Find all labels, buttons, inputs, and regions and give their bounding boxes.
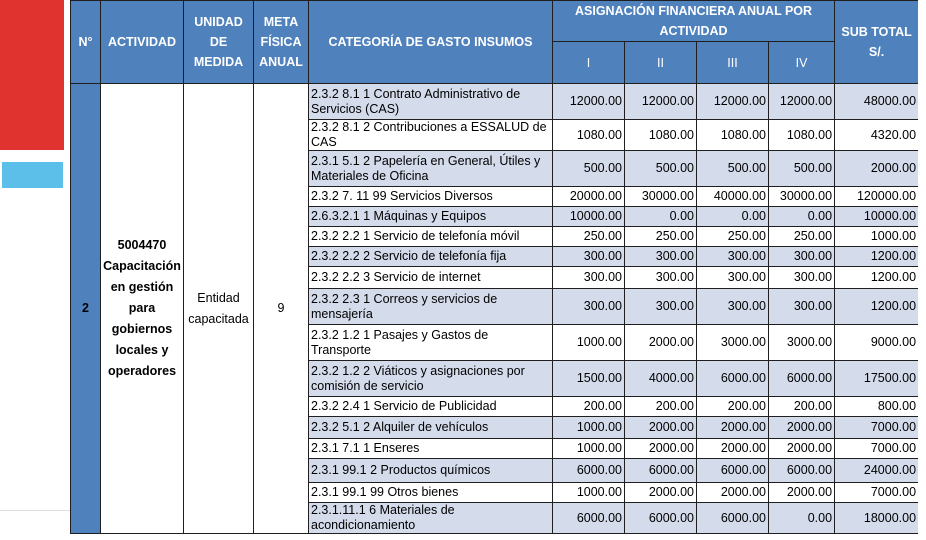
- quarter-1-cell: 1080.00: [553, 120, 625, 151]
- quarter-2-cell: 300.00: [625, 247, 697, 267]
- quarter-3-cell: 6000.00: [697, 459, 769, 483]
- blue-accent-bar: [2, 162, 63, 188]
- subtotal-cell: 1000.00: [835, 227, 918, 247]
- quarter-2-cell: 200.00: [625, 397, 697, 417]
- header-subtotal: SUB TOTAL S/.: [835, 1, 918, 84]
- quarter-1-cell: 300.00: [553, 247, 625, 267]
- subtotal-cell: 7000.00: [835, 483, 918, 503]
- quarter-4-cell: 200.00: [769, 397, 835, 417]
- activity-number: 2: [71, 84, 101, 534]
- quarter-1-cell: 300.00: [553, 289, 625, 325]
- header-actividad: ACTIVIDAD: [101, 1, 184, 84]
- table-header: [71, 1, 919, 84]
- quarter-4-cell: 0.00: [769, 503, 835, 534]
- subtotal-cell: 17500.00: [835, 361, 918, 397]
- expense-category: 2.3.1 99.1 99 Otros bienes: [309, 483, 553, 503]
- expense-category: 2.3.2 2.4 1 Servicio de Publicidad: [309, 397, 553, 417]
- header-unidad: UNIDAD DE MEDIDA: [184, 1, 254, 84]
- expense-category: 2.3.1 99.1 2 Productos químicos: [309, 459, 553, 483]
- quarter-4-cell: 500.00: [769, 151, 835, 187]
- quarter-1-cell: 12000.00: [553, 84, 625, 120]
- header-asignacion: ASIGNACIÓN FINANCIERA ANUAL POR ACTIVIDAD: [553, 1, 835, 42]
- expense-category: 2.3.2 2.2 3 Servicio de internet: [309, 267, 553, 289]
- quarter-3-cell: 2000.00: [697, 417, 769, 439]
- quarter-2-cell: 500.00: [625, 151, 697, 187]
- quarter-1-cell: 300.00: [553, 267, 625, 289]
- expense-category: 2.3.2 1.2 1 Pasajes y Gastos de Transporte: [309, 325, 553, 361]
- quarter-3-cell: 0.00: [697, 207, 769, 227]
- quarter-3-cell: 300.00: [697, 289, 769, 325]
- quarter-4-cell: 2000.00: [769, 439, 835, 459]
- header-n: N°: [71, 1, 101, 84]
- quarter-1-cell: 200.00: [553, 397, 625, 417]
- quarter-2-cell: 4000.00: [625, 361, 697, 397]
- expense-category: 2.3.2 5.1 2 Alquiler de vehículos: [309, 417, 553, 439]
- subtotal-cell: 18000.00: [835, 503, 918, 534]
- quarter-3-cell: 40000.00: [697, 187, 769, 207]
- subtotal-cell: 7000.00: [835, 439, 918, 459]
- quarter-2-cell: 250.00: [625, 227, 697, 247]
- quarter-2-cell: 2000.00: [625, 483, 697, 503]
- subtotal-cell: 1200.00: [835, 247, 918, 267]
- quarter-4-cell: 2000.00: [769, 417, 835, 439]
- quarter-4-cell: 250.00: [769, 227, 835, 247]
- quarter-1-cell: 1000.00: [553, 483, 625, 503]
- subtotal-cell: 24000.00: [835, 459, 918, 483]
- subtotal-cell: 48000.00: [835, 84, 918, 120]
- expense-category: 2.3.2 8.1 2 Contribuciones a ESSALUD de CAS: [309, 120, 553, 151]
- quarter-3-cell: 6000.00: [697, 503, 769, 534]
- expense-category: 2.6.3.2.1 1 Máquinas y Equipos: [309, 207, 553, 227]
- quarter-1-cell: 20000.00: [553, 187, 625, 207]
- expense-category: 2.3.2 2.3 1 Correos y servicios de mensajería: [309, 289, 553, 325]
- quarter-2-cell: 6000.00: [625, 459, 697, 483]
- subtotal-cell: 9000.00: [835, 325, 918, 361]
- header-meta: META FÍSICA ANUAL: [254, 1, 309, 84]
- quarter-2-cell: 12000.00: [625, 84, 697, 120]
- subtotal-cell: 10000.00: [835, 207, 918, 227]
- budget-table: [70, 0, 918, 534]
- quarter-4-cell: 6000.00: [769, 459, 835, 483]
- subtotal-cell: 800.00: [835, 397, 918, 417]
- quarter-4-cell: 6000.00: [769, 361, 835, 397]
- activity-name: 5004470 Capacitación en gestión para gobiernos locales y operadores: [101, 84, 184, 534]
- quarter-3-cell: 300.00: [697, 247, 769, 267]
- quarter-3-cell: 2000.00: [697, 483, 769, 503]
- subtotal-cell: 120000.00: [835, 187, 918, 207]
- subtotal-cell: 1200.00: [835, 267, 918, 289]
- quarter-1-cell: 6000.00: [553, 459, 625, 483]
- quarter-1-cell: 6000.00: [553, 503, 625, 534]
- quarter-4-cell: 0.00: [769, 207, 835, 227]
- header-quarter-4: IV: [769, 42, 835, 84]
- expense-category: 2.3.1 5.1 2 Papelería en General, Útiles y Materiales de Oficina: [309, 151, 553, 187]
- expense-category: 2.3.2 1.2 2 Viáticos y asignaciones por comisión de servicio: [309, 361, 553, 397]
- quarter-3-cell: 2000.00: [697, 439, 769, 459]
- quarter-2-cell: 30000.00: [625, 187, 697, 207]
- quarter-3-cell: 500.00: [697, 151, 769, 187]
- subtotal-cell: 4320.00: [835, 120, 918, 151]
- quarter-3-cell: 200.00: [697, 397, 769, 417]
- quarter-1-cell: 10000.00: [553, 207, 625, 227]
- expense-category: 2.3.2 2.2 1 Servicio de telefonía móvil: [309, 227, 553, 247]
- quarter-1-cell: 250.00: [553, 227, 625, 247]
- budget-sheet: [70, 0, 918, 540]
- quarter-1-cell: 500.00: [553, 151, 625, 187]
- quarter-1-cell: 1000.00: [553, 325, 625, 361]
- expense-category: 2.3.2 8.1 1 Contrato Administrativo de Servicios (CAS): [309, 84, 553, 120]
- activity-unit: Entidad capacitada: [184, 84, 254, 534]
- quarter-2-cell: 2000.00: [625, 325, 697, 361]
- quarter-3-cell: 250.00: [697, 227, 769, 247]
- quarter-1-cell: 1000.00: [553, 439, 625, 459]
- divider-line: [0, 510, 70, 511]
- expense-category: 2.3.1.11.1 6 Materiales de acondicionamiento: [309, 503, 553, 534]
- activity-meta: 9: [254, 84, 309, 534]
- quarter-4-cell: 30000.00: [769, 187, 835, 207]
- quarter-3-cell: 6000.00: [697, 361, 769, 397]
- quarter-4-cell: 12000.00: [769, 84, 835, 120]
- quarter-4-cell: 300.00: [769, 247, 835, 267]
- expense-category: 2.3.1 7.1 1 Enseres: [309, 439, 553, 459]
- header-quarter-3: III: [697, 42, 769, 84]
- quarter-2-cell: 2000.00: [625, 439, 697, 459]
- expense-category: 2.3.2 2.2 2 Servicio de telefonía fija: [309, 247, 553, 267]
- header-categoria: CATEGORÍA DE GASTO INSUMOS: [309, 1, 553, 84]
- quarter-2-cell: 1080.00: [625, 120, 697, 151]
- quarter-2-cell: 300.00: [625, 267, 697, 289]
- quarter-4-cell: 300.00: [769, 267, 835, 289]
- quarter-2-cell: 300.00: [625, 289, 697, 325]
- quarter-4-cell: 2000.00: [769, 483, 835, 503]
- quarter-1-cell: 1000.00: [553, 417, 625, 439]
- quarter-4-cell: 1080.00: [769, 120, 835, 151]
- quarter-4-cell: 300.00: [769, 289, 835, 325]
- quarter-3-cell: 300.00: [697, 267, 769, 289]
- quarter-2-cell: 2000.00: [625, 417, 697, 439]
- quarter-1-cell: 1500.00: [553, 361, 625, 397]
- header-quarter-2: II: [625, 42, 697, 84]
- quarter-3-cell: 12000.00: [697, 84, 769, 120]
- quarter-3-cell: 1080.00: [697, 120, 769, 151]
- table-row: [71, 84, 919, 120]
- red-accent-bar: [0, 0, 64, 150]
- quarter-2-cell: 6000.00: [625, 503, 697, 534]
- quarter-2-cell: 0.00: [625, 207, 697, 227]
- subtotal-cell: 1200.00: [835, 289, 918, 325]
- quarter-4-cell: 3000.00: [769, 325, 835, 361]
- subtotal-cell: 7000.00: [835, 417, 918, 439]
- header-quarter-1: I: [553, 42, 625, 84]
- expense-category: 2.3.2 7. 11 99 Servicios Diversos: [309, 187, 553, 207]
- quarter-3-cell: 3000.00: [697, 325, 769, 361]
- subtotal-cell: 2000.00: [835, 151, 918, 187]
- table-body: [71, 84, 919, 534]
